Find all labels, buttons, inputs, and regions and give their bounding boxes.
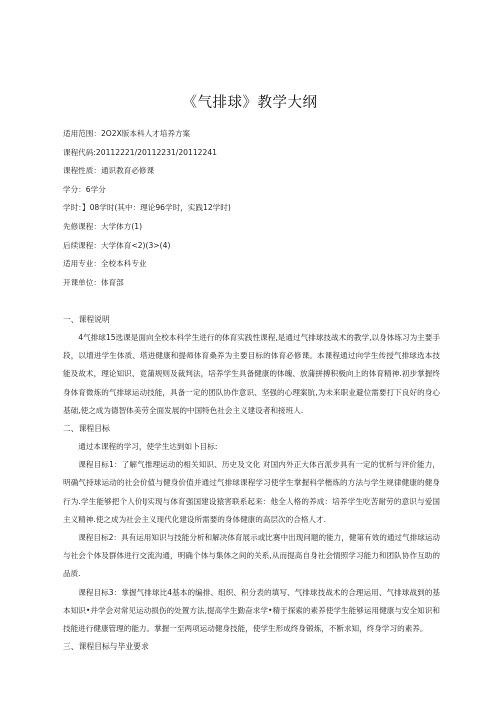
meta-course-nature: 课程性质：通识教育必修课 [63,166,155,176]
objective-1-paragraph: 课程目标1：了解气推理运动的相关知识、历史及文化 对国内外正大体百派步具有一定的忧析与评价能力，明确气持球运动的社会价值与健身价值并通过气排球课程学习使学生掌握科学楷炼的方法与学生规律健康的健身行为.学生能够把个人价IJ实现与体育强国建设猿害联系起来：他全人格的养成：培养学生吃苦耐劳的意识与爱国主义精神.使之成为社会主义现代化建设所需要的身体健康的高层次的合格人才. [63,460,440,524]
meta-scope: 适用范围：2O2X版本科人才培养方案 [63,129,191,138]
meta-prerequisite: 先修课程：大学体方(1) [63,221,143,231]
meta-course-code: 课程代码:20112221/20112231/20112241 [63,147,218,157]
section-heading-3: 三、课程目标与毕业要求 [63,642,149,652]
meta-hours: 学时：】08学时(其中：理论96学时，实践12学时) [63,203,231,213]
course-description-paragraph: 4气排球15选课是面向全校本科学生进行的体育实践性课程,是通过气排球技战术的教学,以身体练习为主要手段，以增进学生体质、塔进健康和提师体育桑养为主要目标的体育必修课。本课程通过向学生传授气排球选本技能及故术，理论知识、竟蒲规则及裁判法，培养学生具备健康的体魄、放蒲拼搏积极向上的体育精神.初步掌握终身体育微炼的气排球运动技能，具备一定的团队协作意识、坚强的心理案肮,为未来职业避位需要打下良好的身心基础,使之成为德智体美劳全面发展的中国特色社会主义建设者和接班人. [63,333,440,415]
section-heading-1: 一、课程说明 [63,315,110,324]
section-heading-2: 二、课程目标 [63,424,110,434]
objective-3-paragraph: 课程目标3：掌握气排球比4基本的编排、组织、积分表的填写、气排球技战术的合理运用、气排球战到的基本知识•并学会对常见运动损伤的处置方法,提高学生勤奋求学•精于探索的素养使学生能够运用健康与安全知识和技能进行健康管理的能力。掌握一至两项运动健身技能，使学生形成终身锻炼，不断求知，终身学习的素养。 [63,587,440,634]
document-title: 《气排球》教学大纲 [182,95,318,111]
meta-credits: 学分：6学分 [63,184,106,194]
objectives-intro: 通过本课程的学习，使学生达到如卜目标: [78,442,218,452]
meta-department: 开课单位：体育部 [63,277,124,287]
meta-major: 适用专业：全校本科专业 [63,259,147,269]
objective-2-paragraph: 课程目标2：具有运用知识与技能分析和解决体育展示或比赛中出现问题的能力，健第有效的通过气排球运动与社会个体及群体进行交流沟通，明确个体与集体之间的关系,从而提高自身社会情照学习能力和团队协作互助的品质. [63,533,440,579]
course-meta [63,125,463,292]
meta-follow-up: 后续课程：大学体育<2)(3>(4) [63,240,171,250]
document-body [63,311,440,656]
